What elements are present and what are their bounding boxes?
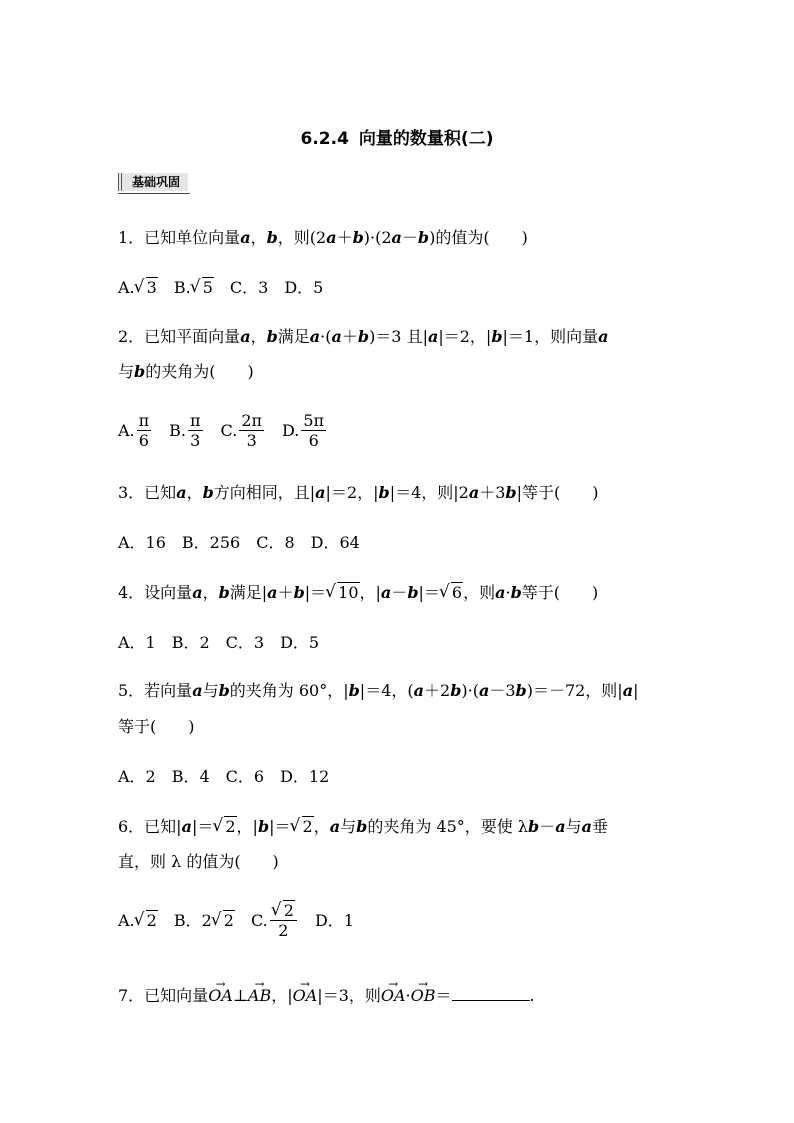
option-d[interactable]: D．1: [314, 911, 354, 930]
question-2-line-1: 2．已知平面向量a，b满足a·(a＋b)＝3 且|a|＝2，|b|＝1，则向量a: [118, 327, 609, 346]
question-2-options: [118, 412, 328, 451]
page-title: [0, 124, 794, 149]
option-a[interactable]: A. $\frac{\pi}{6}$: [118, 411, 150, 450]
option-a[interactable]: A.√ 3: [118, 278, 158, 297]
question-6-line-2: 直，则 λ 的值为( ): [118, 852, 279, 871]
section-badge: 基础巩固: [118, 173, 188, 191]
answer-blank[interactable]: [452, 986, 530, 1001]
question-6-options: [118, 902, 354, 941]
section-title: 向量的数量积(二): [358, 129, 494, 149]
question-1: 1．已知单位向量a，b，则(2a＋b)·(2a－b)的值为( ): [118, 228, 528, 247]
question-3: 3．已知a，b方向相同，且|a|＝2，|b|＝4，则|2a＋3b|等于( ): [118, 483, 599, 502]
option-d[interactable]: D．5: [284, 278, 324, 297]
option-c[interactable]: C．3: [229, 278, 269, 297]
option-c[interactable]: C. $\frac{2\pi}{3}$: [220, 411, 263, 450]
question-6-line-1: 6．已知|a|＝√ 2，|b|＝√ 2，a与b的夹角为 45°，要使 λb－a与a垂: [118, 816, 608, 838]
question-4-options[interactable]: A．1 B．2 C．3 D．5: [118, 633, 320, 652]
question-5-options[interactable]: A．2 B．4 C．6 D．12: [118, 767, 330, 786]
question-7: 7．已知向量→ OA⊥→ AB，|→ OA|＝3，则→ OA·→ OB＝ .: [118, 985, 535, 1007]
option-b[interactable]: B. $\frac{\pi}{3}$: [169, 411, 201, 450]
question-5-line-2: 等于( ): [118, 717, 195, 736]
option-d[interactable]: D. $\frac{5\pi}{6}$: [282, 411, 325, 450]
option-b[interactable]: B．2√ 2: [174, 911, 235, 930]
question-1-options: [118, 277, 323, 299]
question-2-line-2: 与b的夹角为( ): [118, 362, 254, 381]
option-a[interactable]: A.√ 2: [118, 911, 158, 930]
question-5-line-1: 5．若向量a与b的夹角为 60°，|b|＝4，(a＋2b)·(a－3b)＝－72，则|a|: [118, 681, 639, 700]
option-c[interactable]: C. √ $\frac{2}{2}$: [251, 911, 299, 930]
question-3-options[interactable]: A．16 B．256 C．8 D．64: [118, 533, 360, 552]
section-number: 6.2.4: [300, 129, 349, 149]
option-b[interactable]: B.√ 5: [174, 278, 214, 297]
question-4: 4．设向量a，b满足|a＋b|＝√ 10，|a－b|＝√ 6，则a·b等于( ): [118, 582, 598, 604]
